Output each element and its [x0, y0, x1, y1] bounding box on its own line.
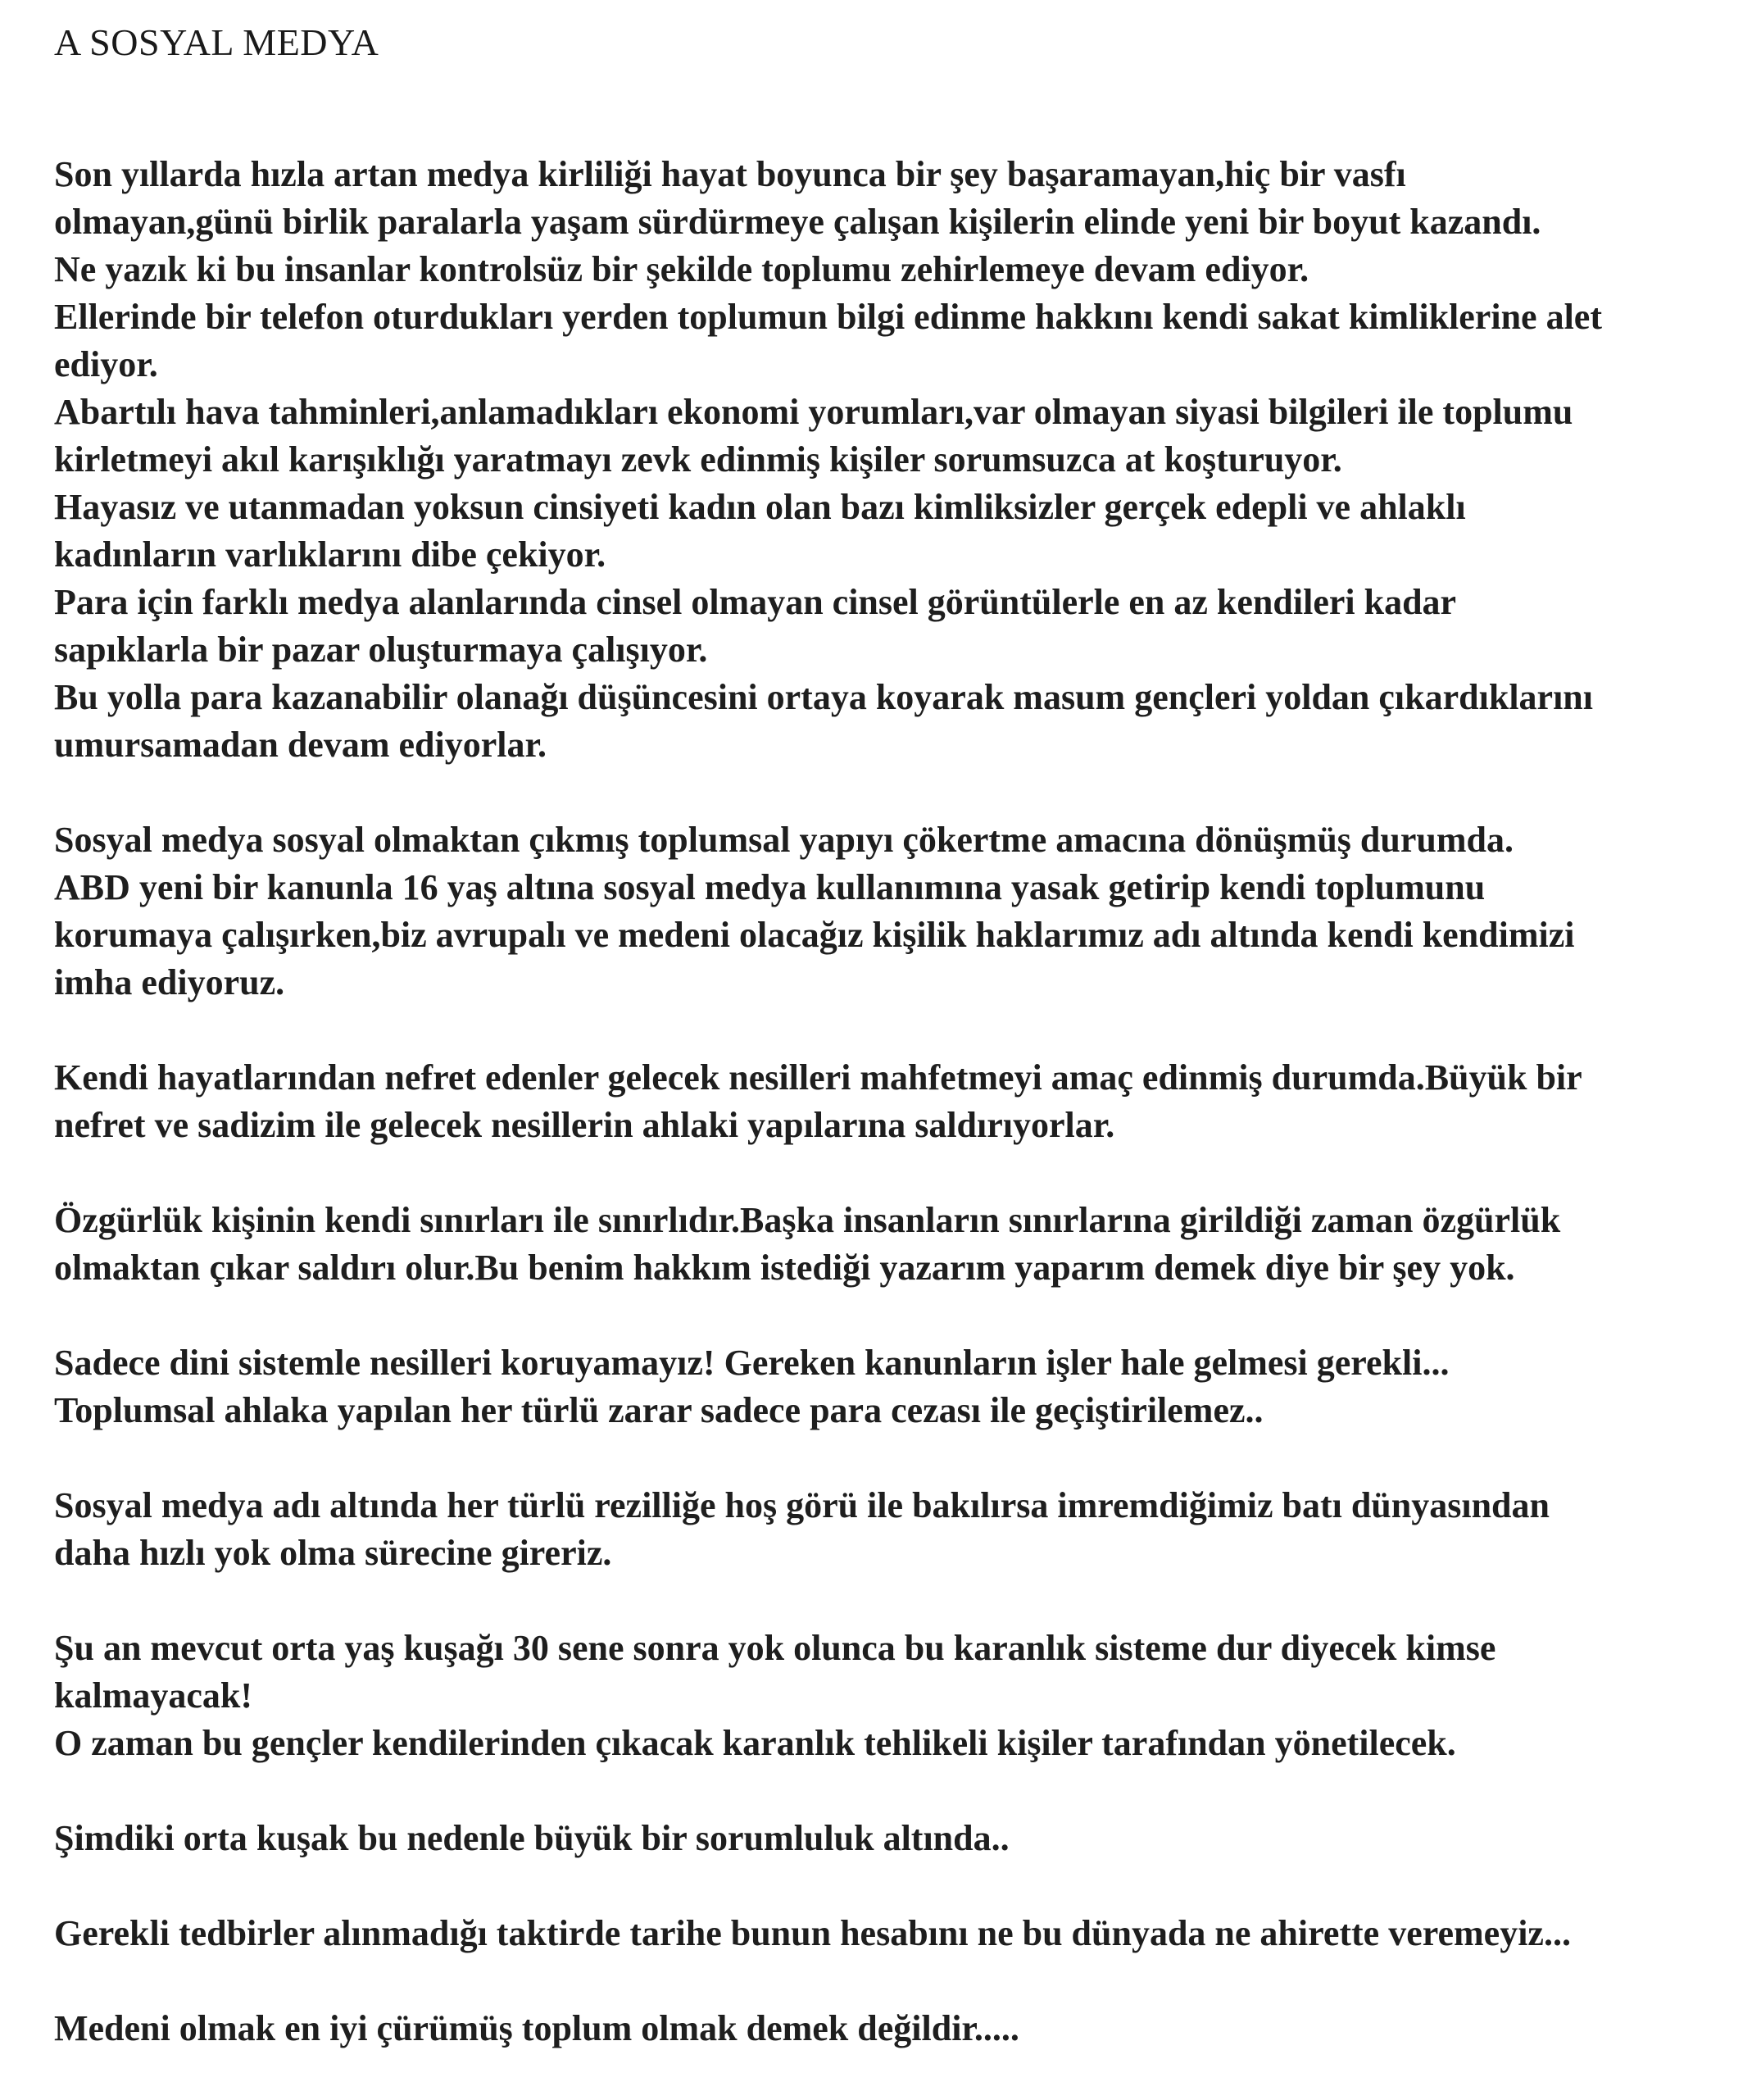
paragraph — [54, 1339, 1726, 1434]
text-line: Ellerinde bir telefon oturdukları yerden toplumun bilgi edinme hakkını kendi sakat kimliklerine alet — [54, 297, 1602, 337]
text-line: Hayasız ve utanmadan yoksun cinsiyeti kadın olan bazı kimliksizler gerçek edepli ve ahlaklı — [54, 487, 1466, 527]
text-line: Toplumsal ahlaka yapılan her türlü zarar sadece para cezası ile geçiştirilemez.. — [54, 1390, 1264, 1430]
text-line: umursamadan devam ediyorlar. — [54, 725, 547, 765]
text-line: kirletmeyi akıl karışıklığı yaratmayı zevk edinmiş kişiler sorumsuzca at koşturuyor. — [54, 439, 1342, 480]
text-line: daha hızlı yok olma sürecine gireriz. — [54, 1533, 612, 1573]
paragraph — [54, 2005, 1726, 2052]
paragraph — [54, 1197, 1726, 1292]
text-line: Şimdiki orta kuşak bu nedenle büyük bir sorumluluk altında.. — [54, 1818, 1010, 1858]
text-line: Abartılı hava tahminleri,anlamadıkları ekonomi yorumları,var olmayan siyasi bilgileri ile toplumu — [54, 392, 1573, 432]
text-line: sapıklarla bir pazar oluşturmaya çalışıyor. — [54, 630, 708, 670]
paragraph — [54, 151, 1726, 769]
paragraph — [54, 816, 1726, 1007]
paragraph — [54, 1815, 1726, 1862]
text-line: olmaktan çıkar saldırı olur.Bu benim hakkım istediği yazarım yaparım demek diye bir şey yok. — [54, 1248, 1515, 1288]
text-line: Özgürlük kişinin kendi sınırları ile sınırlıdır.Başka insanların sınırlarına girildiği zaman özgürlük — [54, 1200, 1561, 1240]
text-line: ediyor. — [54, 344, 158, 384]
text-line: olmayan,günü birlik paralarla yaşam sürdürmeye çalışan kişilerin elinde yeni bir boyut kazandı. — [54, 202, 1541, 242]
text-line: Sosyal medya adı altında her türlü rezilliğe hoş görü ile bakılırsa imremdiğimiz batı dünyasından — [54, 1485, 1550, 1525]
text-line: kalmayacak! — [54, 1675, 252, 1716]
document-body — [54, 151, 1726, 2100]
text-line: Ne yazık ki bu insanlar kontrolsüz bir şekilde toplumu zehirlemeye devam ediyor. — [54, 249, 1309, 289]
text-line: Para için farklı medya alanlarında cinsel olmayan cinsel görüntülerle en az kendileri kadar — [54, 582, 1457, 622]
text-line: ABD yeni bir kanunla 16 yaş altına sosyal medya kullanımına yasak getirip kendi toplumunu — [54, 867, 1486, 907]
text-line: Medeni olmak en iyi çürümüş toplum olmak demek değildir..... — [54, 2008, 1019, 2048]
text-line: nefret ve sadizim ile gelecek nesillerin ahlaki yapılarına saldırıyorlar. — [54, 1105, 1115, 1145]
paragraph — [54, 1625, 1726, 1767]
text-line: korumaya çalışırken,biz avrupalı ve medeni olacağız kişilik haklarımız adı altında kendi kendimizi — [54, 915, 1575, 955]
paragraph — [54, 1054, 1726, 1149]
text-line: Bu yolla para kazanabilir olanağı düşüncesini ortaya koyarak masum gençleri yoldan çıkardıklarını — [54, 677, 1593, 717]
document-title: A SOSYAL MEDYA — [54, 21, 379, 63]
paragraph — [54, 1910, 1726, 1957]
text-line: O zaman bu gençler kendilerinden çıkacak karanlık tehlikeli kişiler tarafından yönetilecek. — [54, 1723, 1456, 1763]
text-line: Kendi hayatlarından nefret edenler gelecek nesilleri mahfetmeyi amaç edinmiş durumda.Büyük bir — [54, 1057, 1582, 1098]
text-line: Son yıllarda hızla artan medya kirliliği hayat boyunca bir şey başaramayan,hiç bir vasfı — [54, 154, 1406, 194]
text-line: Şu an mevcut orta yaş kuşağı 30 sene sonra yok olunca bu karanlık sisteme dur diyecek kimse — [54, 1628, 1496, 1668]
text-line: kadınların varlıklarını dibe çekiyor. — [54, 534, 606, 575]
text-line: Sadece dini sistemle nesilleri koruyamayız! Gereken kanunların işler hale gelmesi gerekli... — [54, 1343, 1450, 1383]
paragraph — [54, 1482, 1726, 1577]
text-line: Sosyal medya sosyal olmaktan çıkmış toplumsal yapıyı çökertme amacına dönüşmüş durumda. — [54, 820, 1514, 860]
text-line: imha ediyoruz. — [54, 962, 285, 1002]
text-line: Gerekli tedbirler alınmadığı taktirde tarihe bunun hesabını ne bu dünyada ne ahirette veremeyiz... — [54, 1913, 1571, 1953]
